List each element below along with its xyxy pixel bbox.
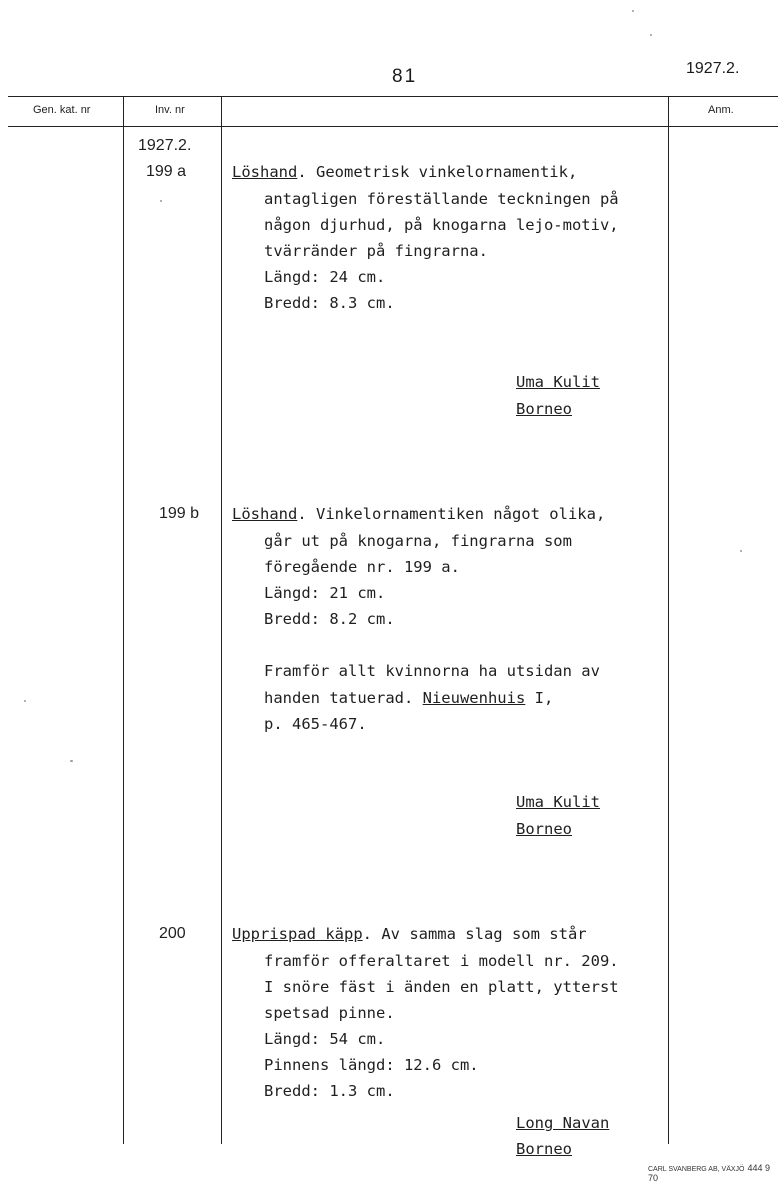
entry-measure: Längd: 54 cm. [264, 1030, 386, 1048]
entry-line: framför offeraltaret i modell nr. 209. [264, 952, 619, 970]
origin-place: Borneo [516, 1140, 572, 1158]
inv-number: 199 b [159, 505, 200, 522]
inv-number: 200 [159, 925, 186, 942]
entry-first-line [232, 505, 605, 523]
scan-speck [740, 550, 742, 552]
entry-line: går ut på knogarna, fingrarna som [264, 532, 572, 550]
page-number: 81 [392, 66, 418, 87]
note-text: handen tatuerad. [264, 689, 423, 707]
entry-measure: Längd: 24 cm. [264, 268, 386, 286]
entry-line: tvärränder på fingrarna. [264, 242, 488, 260]
column-divider-inv [221, 96, 222, 1144]
entry-description-start: . Vinkelornamentiken något olika, [297, 505, 606, 523]
scan-speck [70, 760, 73, 762]
entry-line: någon djurhud, på knogarna lejo-motiv, [264, 216, 619, 234]
scan-speck [160, 200, 162, 202]
column-header-gen-kat-nr: Gen. kat. nr [33, 104, 91, 116]
entry-measure: Längd: 21 cm. [264, 584, 386, 602]
entry-line: spetsad pinne. [264, 1004, 395, 1022]
origin-place: Borneo [516, 400, 572, 418]
scan-speck [24, 700, 26, 702]
entry-line: antagligen föreställande teckningen på [264, 190, 619, 208]
origin-person: Uma Kulit [516, 373, 600, 391]
column-divider-gen [123, 96, 124, 1144]
entry-measure: Bredd: 8.3 cm. [264, 294, 395, 312]
form-number: 444 9 70 [648, 1163, 771, 1183]
entry-description-start: . Av samma slag som står [362, 925, 587, 943]
scan-speck [650, 34, 652, 36]
entry-line: föregående nr. 199 a. [264, 558, 460, 576]
origin-place: Borneo [516, 820, 572, 838]
note-text: I, [525, 689, 554, 707]
entry-note-line [264, 689, 553, 707]
entry-note-line: Framför allt kvinnorna ha utsidan av [264, 662, 600, 680]
entry-line: I snöre fäst i änden en platt, ytterst [264, 978, 619, 996]
literature-reference: Nieuwenhuis [422, 689, 526, 707]
entry-note-line: p. 465-467. [264, 715, 367, 733]
entry-title: Upprispad käpp [232, 925, 363, 943]
entry-first-line [232, 925, 587, 943]
column-header-inv-nr: Inv. nr [155, 104, 185, 116]
scan-speck [632, 10, 634, 12]
origin-person: Long Navan [516, 1114, 610, 1132]
entry-title: Löshand [232, 505, 298, 523]
entry-first-line [232, 163, 577, 181]
printer-name: CARL SVANBERG AB, VÄXJÖ [648, 1166, 745, 1173]
catalog-reference: 1927.2. [686, 60, 740, 77]
origin-person: Uma Kulit [516, 793, 600, 811]
entry-measure: Bredd: 1.3 cm. [264, 1082, 395, 1100]
column-divider-anm [668, 96, 669, 1144]
entry-measure: Bredd: 8.2 cm. [264, 610, 395, 628]
column-header-anm: Anm. [708, 104, 734, 116]
entry-description-start: . Geometrisk vinkelornamentik, [297, 163, 578, 181]
inv-prefix: 1927.2. [138, 137, 192, 154]
entry-measure: Pinnens längd: 12.6 cm. [264, 1056, 479, 1074]
entry-title: Löshand [232, 163, 298, 181]
inv-number: 199 a [146, 163, 187, 180]
printer-imprint [648, 1163, 782, 1183]
